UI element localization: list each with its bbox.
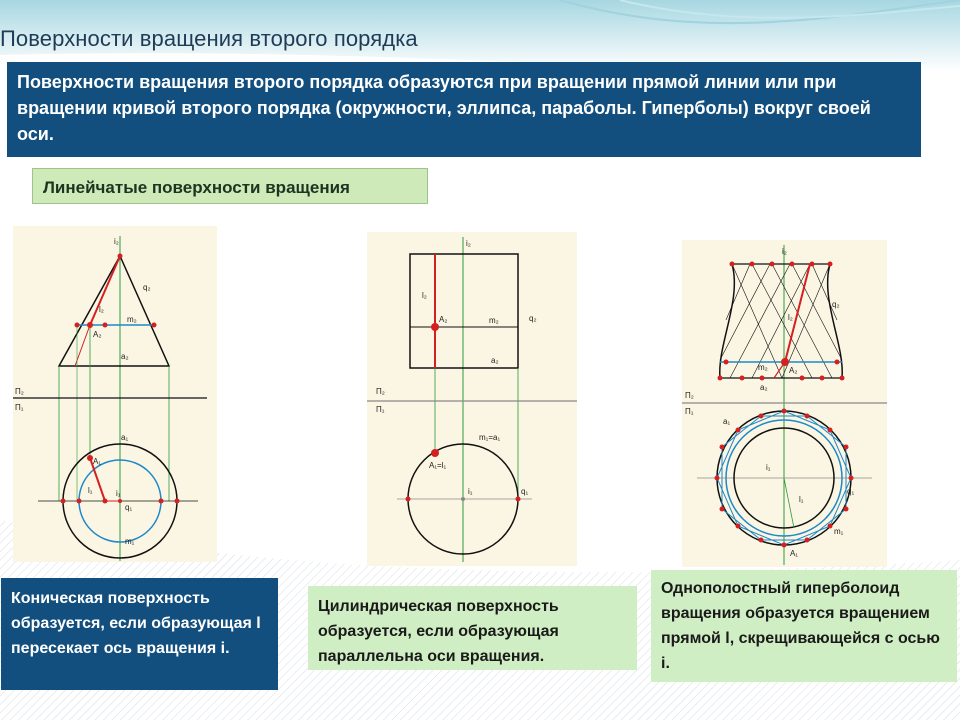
cyl-label-i1: i₁	[468, 487, 473, 496]
hyp-label-q2: q₂	[832, 300, 840, 309]
hyp-label-l2: l₂	[788, 313, 793, 322]
cone-label-i1: i₁	[116, 489, 121, 498]
cylinder-caption: Цилиндрическая поверхность образуется, если образующая параллельна оси вращения.	[308, 586, 637, 670]
cone-label-l1: l₁	[88, 486, 93, 495]
cyl-label-q2: q₂	[529, 314, 537, 323]
cone-diagram	[13, 226, 217, 562]
hyperboloid-diagram	[682, 240, 887, 567]
intro-text-box: Поверхности вращения второго порядка образуются при вращении прямой линии или при вращении кривой второго порядка (окружности, эллипса, параболы. Гиперболы) вокруг своей оси.	[7, 62, 921, 157]
hyp-label-P2: П₂	[685, 391, 694, 400]
hyp-label-A1: A₁	[790, 549, 799, 558]
hyp-label-m2: m₂	[758, 363, 768, 372]
cone-label-P1: П₁	[15, 403, 24, 412]
hyp-label-m1: m₁	[834, 527, 844, 536]
cyl-label-l2: l₂	[422, 291, 427, 300]
hyp-label-q1: q₁	[847, 487, 855, 496]
hyp-label-a1: a₁	[723, 417, 731, 426]
cyl-label-i2: i₂	[466, 239, 471, 248]
cyl-label-m2: m₂	[489, 316, 499, 325]
section-subheading: Линейчатые поверхности вращения	[32, 168, 428, 204]
cone-label-A1: A₁	[93, 457, 102, 466]
hyp-label-l1: l₁	[799, 495, 804, 504]
hyp-label-i2: i₂	[782, 247, 787, 256]
cylinder-diagram	[367, 232, 577, 566]
cyl-label-q1: q₁	[521, 487, 529, 496]
hyperboloid-caption: Однополостный гиперболоид вращения образуется вращением прямой l, скрещивающейся с осью i.	[651, 570, 957, 682]
cyl-label-A2: A₂	[439, 315, 448, 324]
page-title: Поверхности вращения второго порядка	[0, 26, 418, 51]
cyl-label-P2: П₂	[376, 387, 385, 396]
cone-caption: Коническая поверхность образуется, если образующая l пересекает ось вращения i.	[1, 578, 278, 690]
cone-label-A2: A₂	[93, 330, 102, 339]
cone-label-a2: a₂	[121, 352, 129, 361]
hyp-label-A2: A₂	[789, 366, 798, 375]
cone-label-i2: i₂	[114, 237, 119, 246]
hyp-label-i1: i₁	[766, 463, 771, 472]
cone-label-a1: a₁	[121, 433, 129, 442]
cone-label-q2: q₂	[143, 283, 151, 292]
cyl-label-A1l1: A₁=l₁	[429, 461, 447, 470]
cyl-label-a2: a₂	[491, 356, 499, 365]
cone-label-P2: П₂	[15, 387, 24, 396]
hyp-label-a2: a₂	[760, 383, 768, 392]
cone-label-m1: m₁	[125, 537, 135, 546]
cyl-label-m1a1: m₁=a₁	[479, 433, 501, 442]
cone-label-q1: q₁	[125, 503, 133, 512]
hyp-label-P1: П₁	[685, 407, 694, 416]
cyl-label-P1: П₁	[376, 405, 385, 414]
cone-label-l2: l₂	[99, 305, 104, 314]
cone-label-m2: m₂	[127, 315, 137, 324]
